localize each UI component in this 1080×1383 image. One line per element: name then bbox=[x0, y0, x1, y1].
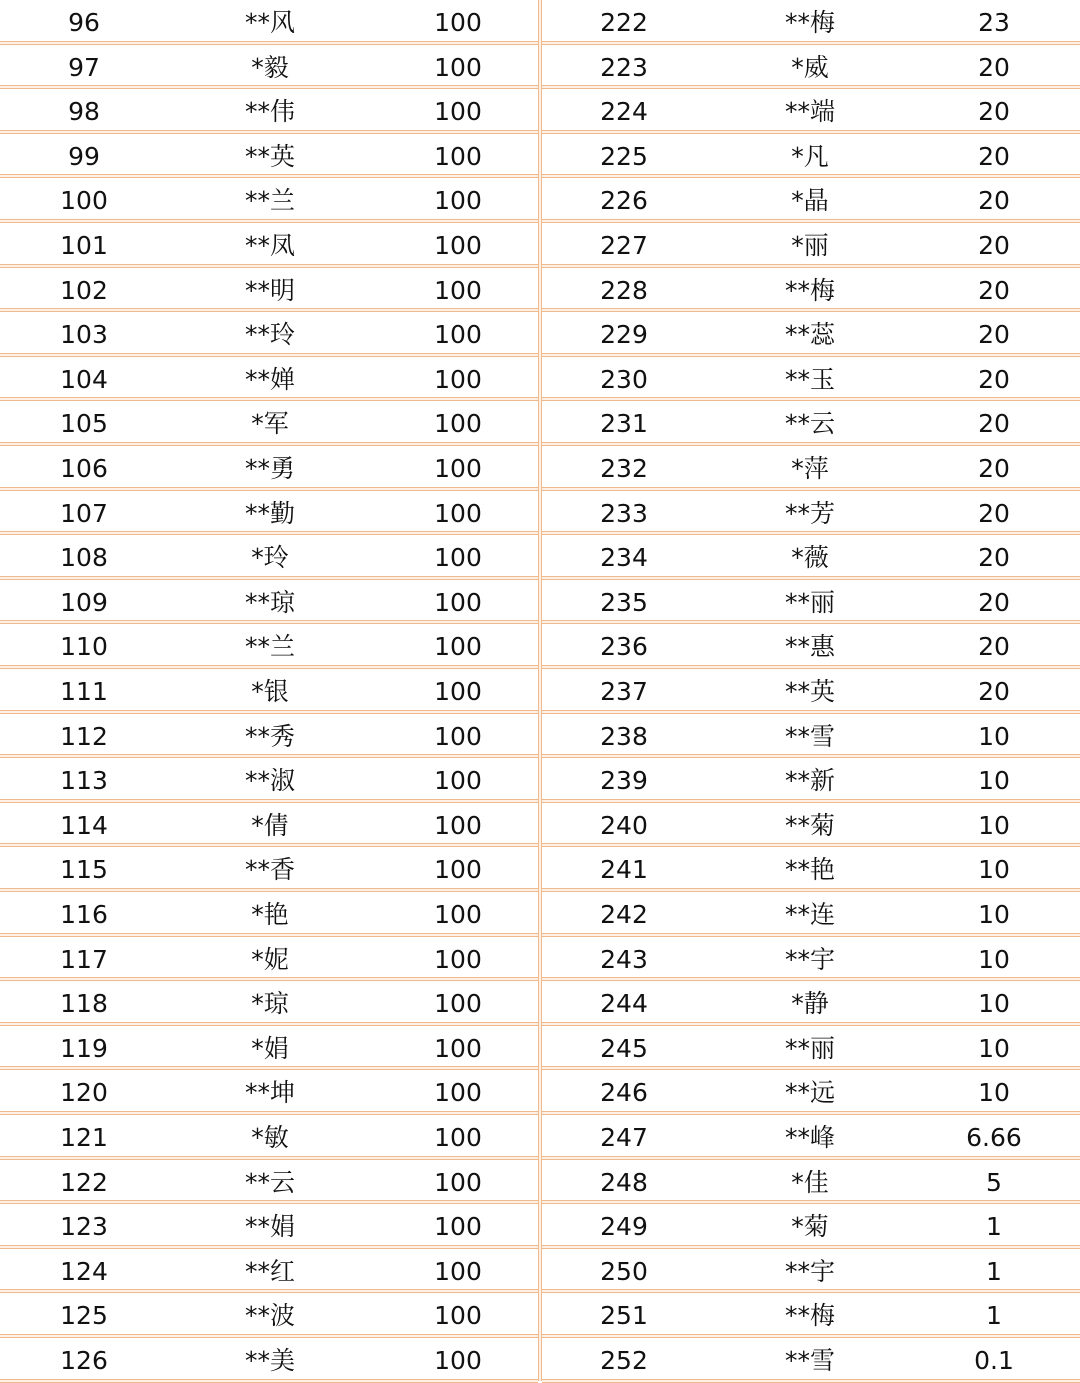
donor-name: **勇 bbox=[244, 454, 295, 483]
table-row bbox=[0, 1160, 538, 1205]
row-number: 109 bbox=[60, 587, 108, 617]
row-number: 242 bbox=[600, 900, 648, 929]
table-row bbox=[0, 624, 538, 669]
table-row bbox=[0, 803, 538, 848]
table-row bbox=[542, 357, 1080, 402]
donor-name: *静 bbox=[791, 989, 829, 1019]
donor-name: **琼 bbox=[244, 587, 295, 617]
donation-amount: 1 bbox=[986, 1301, 1002, 1331]
table-row bbox=[542, 268, 1080, 313]
donor-name: *威 bbox=[791, 52, 829, 82]
donor-name: **坤 bbox=[244, 1078, 295, 1108]
row-number: 225 bbox=[600, 141, 648, 171]
donation-amount: 100 bbox=[434, 52, 482, 82]
table-row bbox=[542, 981, 1080, 1026]
row-number: 232 bbox=[600, 454, 648, 483]
donor-name: **红 bbox=[244, 1256, 295, 1286]
donation-amount: 100 bbox=[434, 231, 482, 260]
donor-name: **伟 bbox=[244, 97, 295, 127]
donor-name: **娟 bbox=[244, 1212, 295, 1242]
row-number: 107 bbox=[60, 498, 108, 528]
donor-name: **雪 bbox=[784, 1346, 835, 1375]
row-number: 116 bbox=[60, 900, 108, 929]
row-number: 113 bbox=[60, 766, 108, 796]
row-number: 119 bbox=[60, 1033, 108, 1063]
row-number: 250 bbox=[600, 1256, 648, 1286]
table-row bbox=[542, 1293, 1080, 1338]
row-number: 230 bbox=[600, 364, 648, 394]
donor-name: **风 bbox=[244, 8, 295, 37]
donor-name: **梅 bbox=[784, 1301, 835, 1331]
donor-name: **淑 bbox=[244, 766, 295, 796]
donation-amount: 100 bbox=[434, 409, 482, 439]
donor-name: *薇 bbox=[791, 543, 829, 573]
donation-amount: 10 bbox=[978, 721, 1010, 751]
donation-amount: 23 bbox=[978, 8, 1010, 37]
donation-amount: 100 bbox=[434, 632, 482, 662]
donor-name: *丽 bbox=[791, 231, 829, 260]
table-row bbox=[0, 89, 538, 134]
donation-amount: 100 bbox=[434, 97, 482, 127]
donor-name: **婵 bbox=[244, 364, 295, 394]
right-column-block bbox=[542, 0, 1080, 1381]
donation-amount: 100 bbox=[434, 364, 482, 394]
row-number: 115 bbox=[60, 855, 108, 885]
table-row bbox=[542, 580, 1080, 625]
donation-amount: 20 bbox=[978, 141, 1010, 171]
table-row bbox=[542, 0, 1080, 45]
row-number: 246 bbox=[600, 1078, 648, 1108]
donor-name: **峰 bbox=[784, 1123, 835, 1152]
donor-name: **美 bbox=[244, 1346, 295, 1375]
row-number: 99 bbox=[68, 141, 100, 171]
table-row bbox=[0, 312, 538, 357]
donor-name: **艳 bbox=[784, 855, 835, 885]
donation-amount: 100 bbox=[434, 1346, 482, 1375]
donor-name: **凤 bbox=[244, 231, 295, 260]
table-row bbox=[542, 937, 1080, 982]
donation-amount: 20 bbox=[978, 632, 1010, 662]
donation-amount: 10 bbox=[978, 766, 1010, 796]
row-number: 234 bbox=[600, 543, 648, 573]
row-number: 125 bbox=[60, 1301, 108, 1331]
table-row bbox=[542, 178, 1080, 223]
table-row bbox=[0, 223, 538, 268]
donor-name: *妮 bbox=[251, 944, 289, 974]
row-number: 223 bbox=[600, 52, 648, 82]
donor-name: **明 bbox=[244, 275, 295, 305]
donation-amount: 20 bbox=[978, 498, 1010, 528]
donor-name: **秀 bbox=[244, 721, 295, 751]
table-row bbox=[542, 535, 1080, 580]
donor-name: **勤 bbox=[244, 498, 295, 528]
table-row bbox=[542, 1026, 1080, 1071]
donation-amount: 20 bbox=[978, 52, 1010, 82]
row-number: 112 bbox=[60, 721, 108, 751]
row-number: 229 bbox=[600, 320, 648, 350]
donor-name: **惠 bbox=[784, 632, 835, 662]
row-number: 224 bbox=[600, 97, 648, 127]
donor-name: **宇 bbox=[784, 1256, 835, 1286]
donation-amount: 100 bbox=[434, 141, 482, 171]
row-number: 240 bbox=[600, 810, 648, 840]
row-number: 245 bbox=[600, 1033, 648, 1063]
table-row bbox=[0, 892, 538, 937]
donation-amount: 1 bbox=[986, 1212, 1002, 1242]
row-number: 228 bbox=[600, 275, 648, 305]
donation-amount: 10 bbox=[978, 900, 1010, 929]
row-number: 248 bbox=[600, 1167, 648, 1197]
row-number: 100 bbox=[60, 186, 108, 216]
donation-amount: 1 bbox=[986, 1256, 1002, 1286]
row-number: 96 bbox=[68, 8, 100, 37]
row-number: 111 bbox=[60, 677, 108, 706]
table-row bbox=[542, 1204, 1080, 1249]
donation-amount: 100 bbox=[434, 543, 482, 573]
donor-name: **丽 bbox=[784, 587, 835, 617]
table-row bbox=[542, 1115, 1080, 1160]
row-number: 243 bbox=[600, 944, 648, 974]
table-row bbox=[0, 446, 538, 491]
table-row bbox=[0, 0, 538, 45]
row-number: 226 bbox=[600, 186, 648, 216]
row-number: 110 bbox=[60, 632, 108, 662]
donor-name: **兰 bbox=[244, 632, 295, 662]
donation-amount: 10 bbox=[978, 1033, 1010, 1063]
donor-name: *佳 bbox=[791, 1167, 829, 1197]
donation-amount: 100 bbox=[434, 677, 482, 706]
table-row bbox=[0, 758, 538, 803]
donor-name: **兰 bbox=[244, 186, 295, 216]
table-row bbox=[542, 401, 1080, 446]
donation-amount: 0.1 bbox=[974, 1346, 1014, 1375]
donor-name: **端 bbox=[784, 97, 835, 127]
donation-amount: 100 bbox=[434, 186, 482, 216]
row-number: 108 bbox=[60, 543, 108, 573]
donor-name: **连 bbox=[784, 900, 835, 929]
table-row bbox=[0, 491, 538, 536]
row-number: 122 bbox=[60, 1167, 108, 1197]
table-row bbox=[542, 45, 1080, 90]
donation-amount: 100 bbox=[434, 8, 482, 37]
table-row bbox=[0, 669, 538, 714]
donor-name: **丽 bbox=[784, 1033, 835, 1063]
table-row bbox=[0, 178, 538, 223]
table-row bbox=[0, 1070, 538, 1115]
table-row bbox=[542, 624, 1080, 669]
table-row bbox=[0, 45, 538, 90]
donor-name: **玉 bbox=[784, 364, 835, 394]
table-row bbox=[542, 312, 1080, 357]
donor-name: *娟 bbox=[251, 1033, 289, 1063]
table-row bbox=[0, 401, 538, 446]
row-number: 124 bbox=[60, 1256, 108, 1286]
row-number: 241 bbox=[600, 855, 648, 885]
donation-amount: 100 bbox=[434, 810, 482, 840]
row-number: 249 bbox=[600, 1212, 648, 1242]
row-number: 120 bbox=[60, 1078, 108, 1108]
row-number: 103 bbox=[60, 320, 108, 350]
donor-name: *敏 bbox=[251, 1123, 289, 1152]
table-row bbox=[0, 1026, 538, 1071]
table-row bbox=[542, 1160, 1080, 1205]
donor-name: **波 bbox=[244, 1301, 295, 1331]
row-number: 239 bbox=[600, 766, 648, 796]
table-row bbox=[542, 1070, 1080, 1115]
table-row bbox=[542, 803, 1080, 848]
row-number: 97 bbox=[68, 52, 100, 82]
donor-name: **梅 bbox=[784, 8, 835, 37]
donation-amount: 10 bbox=[978, 1078, 1010, 1108]
row-number: 117 bbox=[60, 944, 108, 974]
donation-amount: 20 bbox=[978, 364, 1010, 394]
donation-amount: 20 bbox=[978, 97, 1010, 127]
row-number: 233 bbox=[600, 498, 648, 528]
row-number: 222 bbox=[600, 8, 648, 37]
table-row bbox=[542, 758, 1080, 803]
row-number: 227 bbox=[600, 231, 648, 260]
donor-name: *菊 bbox=[791, 1212, 829, 1242]
donation-amount: 100 bbox=[434, 275, 482, 305]
row-number: 114 bbox=[60, 810, 108, 840]
table-row bbox=[0, 1204, 538, 1249]
donation-amount: 100 bbox=[434, 587, 482, 617]
table-row bbox=[542, 223, 1080, 268]
donor-name: **英 bbox=[784, 677, 835, 706]
donation-amount: 100 bbox=[434, 1301, 482, 1331]
donation-amount: 100 bbox=[434, 1212, 482, 1242]
donation-amount: 20 bbox=[978, 320, 1010, 350]
donation-amount: 100 bbox=[434, 766, 482, 796]
donation-amount: 100 bbox=[434, 900, 482, 929]
row-number: 104 bbox=[60, 364, 108, 394]
donation-amount: 100 bbox=[434, 1123, 482, 1152]
row-number: 101 bbox=[60, 231, 108, 260]
row-number: 123 bbox=[60, 1212, 108, 1242]
row-number: 238 bbox=[600, 721, 648, 751]
donation-amount: 10 bbox=[978, 944, 1010, 974]
row-number: 105 bbox=[60, 409, 108, 439]
donor-name: **英 bbox=[244, 141, 295, 171]
row-number: 231 bbox=[600, 409, 648, 439]
donor-name: *晶 bbox=[791, 186, 829, 216]
row-number: 118 bbox=[60, 989, 108, 1019]
donation-amount: 100 bbox=[434, 1078, 482, 1108]
donor-name: *玲 bbox=[251, 543, 289, 573]
row-number: 247 bbox=[600, 1123, 648, 1152]
donation-amount: 20 bbox=[978, 454, 1010, 483]
table-row bbox=[0, 847, 538, 892]
table-row bbox=[0, 134, 538, 179]
table-row bbox=[0, 1249, 538, 1294]
donation-amount: 20 bbox=[978, 677, 1010, 706]
table-row bbox=[542, 892, 1080, 937]
donation-amount: 100 bbox=[434, 989, 482, 1019]
donation-amount: 100 bbox=[434, 1167, 482, 1197]
row-number: 98 bbox=[68, 97, 100, 127]
donor-name: **新 bbox=[784, 766, 835, 796]
donor-name: *萍 bbox=[791, 454, 829, 483]
row-number: 106 bbox=[60, 454, 108, 483]
donation-amount: 20 bbox=[978, 409, 1010, 439]
row-number: 251 bbox=[600, 1301, 648, 1331]
donation-amount: 20 bbox=[978, 587, 1010, 617]
row-number: 235 bbox=[600, 587, 648, 617]
table-row bbox=[542, 1338, 1080, 1383]
donation-amount: 100 bbox=[434, 454, 482, 483]
donation-amount: 10 bbox=[978, 989, 1010, 1019]
donation-amount: 100 bbox=[434, 1256, 482, 1286]
donor-name: **雪 bbox=[784, 721, 835, 751]
donor-name: *银 bbox=[251, 677, 289, 706]
row-number: 237 bbox=[600, 677, 648, 706]
table-row bbox=[0, 1115, 538, 1160]
table-row bbox=[0, 981, 538, 1026]
row-number: 126 bbox=[60, 1346, 108, 1375]
donor-name: *艳 bbox=[251, 900, 289, 929]
table-row bbox=[542, 446, 1080, 491]
donation-amount: 6.66 bbox=[966, 1123, 1022, 1152]
donation-amount: 100 bbox=[434, 320, 482, 350]
table-row bbox=[542, 847, 1080, 892]
table-row bbox=[542, 134, 1080, 179]
donation-amount: 10 bbox=[978, 855, 1010, 885]
donor-name: **香 bbox=[244, 855, 295, 885]
table-row bbox=[0, 535, 538, 580]
donation-amount: 20 bbox=[978, 275, 1010, 305]
donor-name: *军 bbox=[251, 409, 289, 439]
row-number: 121 bbox=[60, 1123, 108, 1152]
donation-amount: 20 bbox=[978, 543, 1010, 573]
table-row bbox=[542, 491, 1080, 536]
table-row bbox=[542, 89, 1080, 134]
left-column-block bbox=[0, 0, 538, 1381]
donation-amount: 100 bbox=[434, 1033, 482, 1063]
table-row bbox=[542, 669, 1080, 714]
table-row bbox=[542, 714, 1080, 759]
table-row bbox=[0, 1293, 538, 1338]
row-number: 102 bbox=[60, 275, 108, 305]
row-number: 244 bbox=[600, 989, 648, 1019]
donor-name: **宇 bbox=[784, 944, 835, 974]
donor-name: *凡 bbox=[791, 141, 829, 171]
donor-name: *毅 bbox=[251, 52, 289, 82]
donor-name: **远 bbox=[784, 1078, 835, 1108]
donor-name: **芳 bbox=[784, 498, 835, 528]
table-row bbox=[0, 937, 538, 982]
donation-amount: 5 bbox=[986, 1167, 1002, 1197]
donor-name: **云 bbox=[244, 1167, 295, 1197]
donor-name: **云 bbox=[784, 409, 835, 439]
row-number: 236 bbox=[600, 632, 648, 662]
donor-name: **玲 bbox=[244, 320, 295, 350]
donation-amount: 10 bbox=[978, 810, 1010, 840]
donation-amount: 100 bbox=[434, 944, 482, 974]
table-row bbox=[0, 714, 538, 759]
table-row bbox=[0, 1338, 538, 1383]
table-row bbox=[0, 580, 538, 625]
donation-amount: 100 bbox=[434, 498, 482, 528]
donation-amount: 20 bbox=[978, 231, 1010, 260]
donation-amount: 100 bbox=[434, 721, 482, 751]
table-row bbox=[542, 1249, 1080, 1294]
donation-amount: 20 bbox=[978, 186, 1010, 216]
table-row bbox=[0, 268, 538, 313]
donor-name: *倩 bbox=[251, 810, 289, 840]
donor-name: **菊 bbox=[784, 810, 835, 840]
donation-amount: 100 bbox=[434, 855, 482, 885]
table-row bbox=[0, 357, 538, 402]
row-number: 252 bbox=[600, 1346, 648, 1375]
donor-name: *琼 bbox=[251, 989, 289, 1019]
donor-name: **蕊 bbox=[784, 320, 835, 350]
donor-name: **梅 bbox=[784, 275, 835, 305]
